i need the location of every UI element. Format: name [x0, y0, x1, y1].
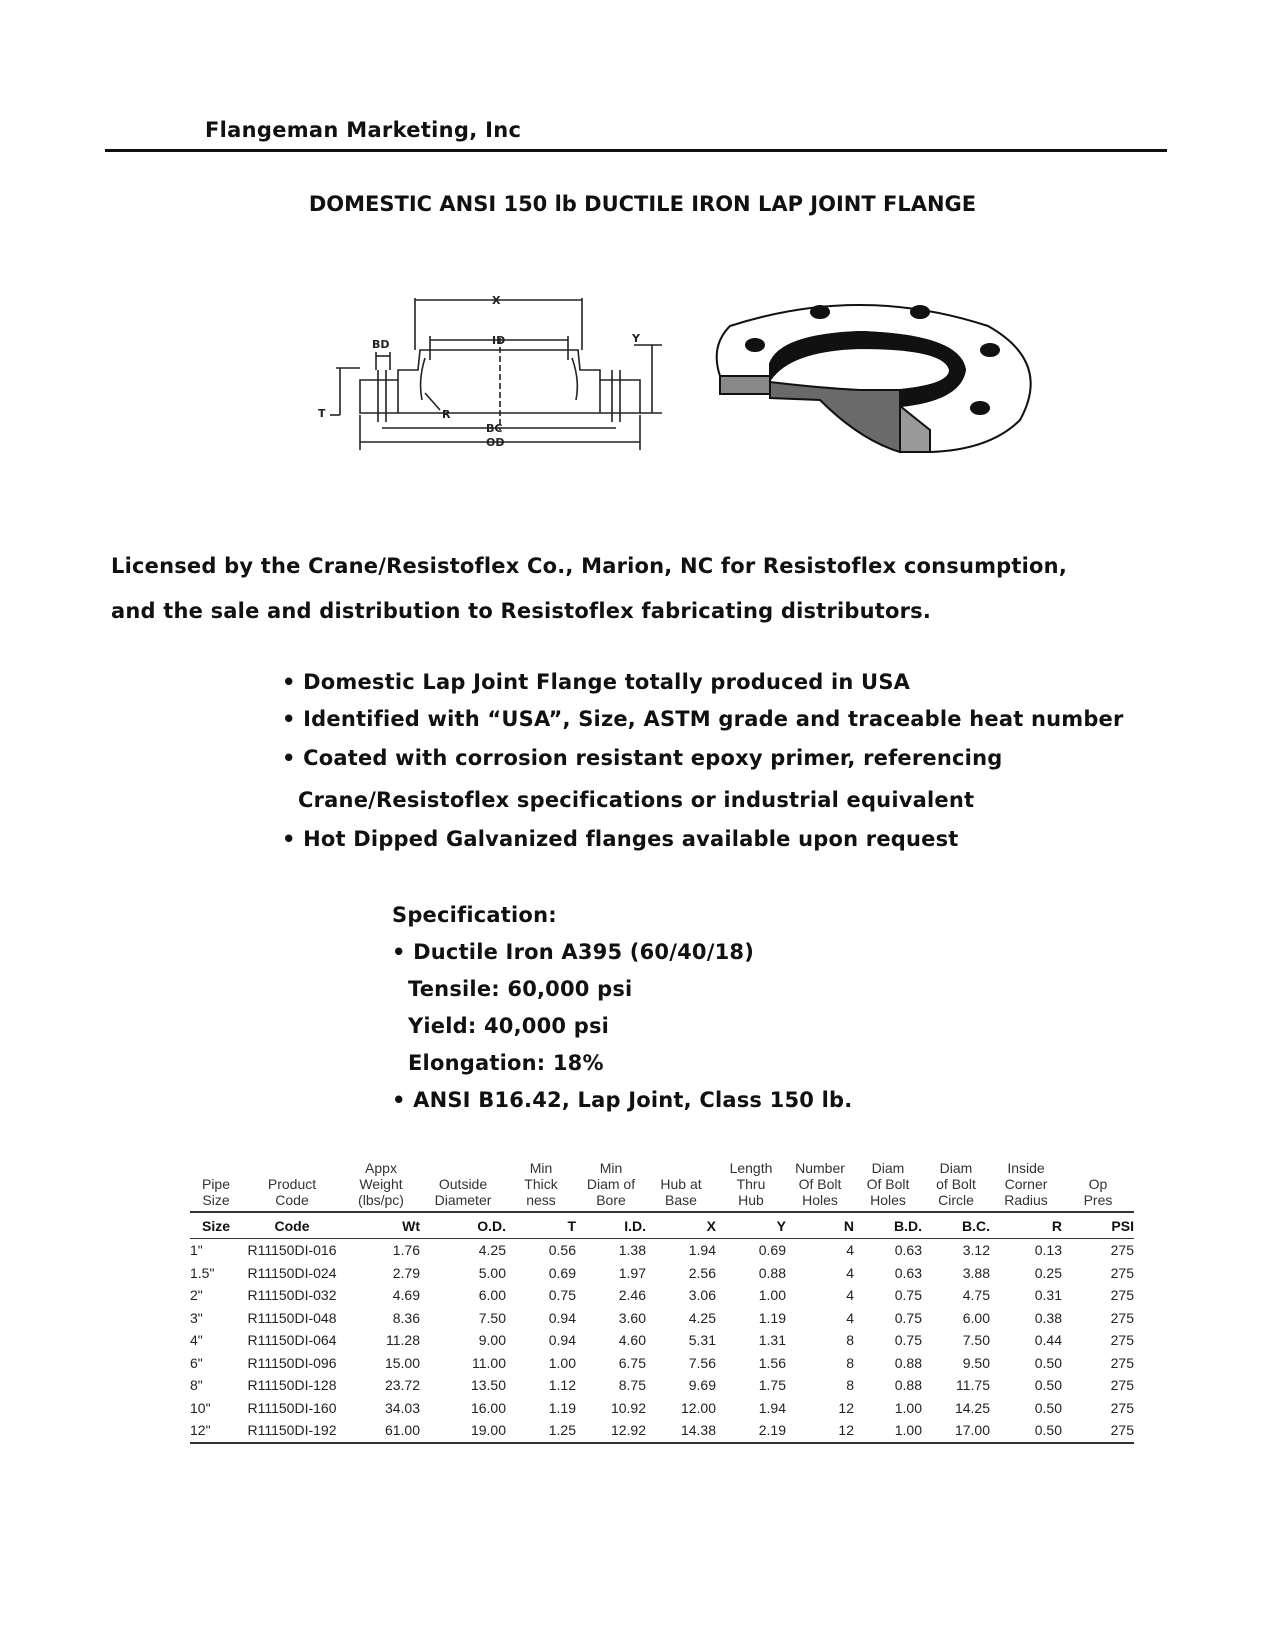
- table-cell: 275: [1110, 1309, 1134, 1326]
- table-cell: 0.63: [894, 1242, 922, 1259]
- table-cell: 0.50: [990, 1419, 1062, 1443]
- column-description-line: Thick: [524, 1176, 558, 1192]
- column-description-line: Bore: [596, 1192, 626, 1208]
- table-cell: 9.69: [688, 1377, 716, 1394]
- spec-yield: Yield: 40,000 psi: [408, 1014, 610, 1038]
- column-description: [342, 1160, 420, 1212]
- table-cell: 16.00: [470, 1399, 506, 1416]
- column-header: B.D.: [854, 1212, 922, 1239]
- column-description: [786, 1160, 854, 1212]
- table-cell: 6.75: [618, 1354, 646, 1371]
- column-description-line: Min: [529, 1160, 553, 1176]
- table-cell: 4": [190, 1332, 203, 1349]
- table-cell: 10": [190, 1399, 211, 1416]
- table-row: [190, 1307, 1134, 1330]
- table-cell: 2.46: [618, 1287, 646, 1304]
- table-description-header: [190, 1160, 1134, 1212]
- table-cell: 11.00: [472, 1354, 506, 1371]
- table-cell: 1.76: [392, 1242, 420, 1259]
- license-line-2: and the sale and distribution to Resistoflex fabricating distributors.: [111, 599, 932, 623]
- table-cell: 1.25: [506, 1419, 576, 1443]
- table-cell: R11150DI-128: [247, 1377, 337, 1394]
- abbreviation-row: [190, 1212, 1134, 1239]
- column-description-line: Diam: [939, 1160, 973, 1176]
- table-cell: 1.19: [758, 1309, 786, 1326]
- table-cell: 1.12: [548, 1377, 576, 1394]
- column-description: [646, 1160, 716, 1212]
- label-bc: BC: [486, 422, 503, 435]
- table-cell: 12.00: [680, 1399, 716, 1416]
- table-cell: R11150DI-096: [247, 1354, 337, 1371]
- license-line-1: Licensed by the Crane/Resistoflex Co., Marion, NC for Resistoflex consumption,: [111, 554, 1068, 578]
- table-cell: 4.25: [688, 1309, 716, 1326]
- table-cell: 0.50: [1034, 1354, 1062, 1371]
- table-cell: 4: [846, 1287, 854, 1304]
- column-description: [576, 1160, 646, 1212]
- dimensions-table: [190, 1160, 1134, 1444]
- label-x: X: [492, 294, 501, 307]
- table-cell: 1.75: [758, 1377, 786, 1394]
- table-cell: 8.36: [392, 1309, 420, 1326]
- column-description-line: Of Bolt: [866, 1176, 910, 1192]
- table-cell: R11150DI-016: [247, 1242, 337, 1259]
- table-cell: 6": [190, 1354, 203, 1371]
- feature-item: • Domestic Lap Joint Flange totally produced in USA: [282, 670, 911, 694]
- table-cell: 19.00: [420, 1419, 506, 1443]
- table-cell: 1.19: [548, 1399, 576, 1416]
- column-description-line: Number: [795, 1160, 845, 1176]
- table-cell: 1.38: [618, 1242, 646, 1259]
- feature-item: • Coated with corrosion resistant epoxy primer, referencing: [282, 746, 1003, 770]
- table-row: [190, 1239, 1134, 1262]
- column-description-line: Inside: [1007, 1160, 1045, 1176]
- table-cell: 1.94: [758, 1399, 786, 1416]
- table-cell: 275: [1110, 1399, 1134, 1416]
- table-cell: 7.50: [962, 1332, 990, 1349]
- table-cell: 1": [190, 1242, 203, 1259]
- table-cell: 9.50: [962, 1354, 990, 1371]
- table-cell: 1.5": [190, 1264, 215, 1281]
- table-cell: 1.00: [854, 1419, 922, 1443]
- column-description: [990, 1160, 1062, 1212]
- column-header: Y: [716, 1212, 786, 1239]
- label-bd: BD: [372, 338, 390, 351]
- table-cell: 8.75: [618, 1377, 646, 1394]
- table-cell: R11150DI-160: [247, 1399, 337, 1416]
- table-cell: 3": [190, 1309, 203, 1326]
- table-cell: 0.88: [894, 1354, 922, 1371]
- description-row: [190, 1160, 1134, 1212]
- feature-item: • Hot Dipped Galvanized flanges available upon request: [282, 827, 959, 851]
- column-header: Code: [242, 1212, 342, 1239]
- table-cell: 4.60: [618, 1332, 646, 1349]
- table-cell: 34.03: [384, 1399, 420, 1416]
- table-cell: 9.00: [478, 1332, 506, 1349]
- table-cell: 0.75: [894, 1309, 922, 1326]
- table-cell: 1.97: [618, 1264, 646, 1281]
- table-cell: 3.60: [618, 1309, 646, 1326]
- column-header: B.C.: [922, 1212, 990, 1239]
- column-header: X: [646, 1212, 716, 1239]
- license-text: [111, 544, 1067, 634]
- column-description-line: Corner: [1004, 1176, 1048, 1192]
- table-cell: 275: [1110, 1332, 1134, 1349]
- column-description-line: Op: [1088, 1176, 1108, 1192]
- table-cell: 14.38: [646, 1419, 716, 1443]
- spec-material: • Ductile Iron A395 (60/40/18): [392, 940, 755, 964]
- table-cell: 6.00: [478, 1287, 506, 1304]
- table-row: [190, 1374, 1134, 1397]
- table-cell: 1.00: [758, 1287, 786, 1304]
- table-cell: 3.88: [962, 1264, 990, 1281]
- table-cell: 0.88: [758, 1264, 786, 1281]
- column-description-line: Of Bolt: [798, 1176, 842, 1192]
- table-row: [190, 1284, 1134, 1307]
- column-description-line: Holes: [802, 1192, 838, 1208]
- flange-drawing: [300, 290, 1060, 480]
- table-row: [190, 1419, 1134, 1443]
- column-header: PSI: [1062, 1212, 1134, 1239]
- column-description: [420, 1160, 506, 1212]
- table-cell: 0.75: [894, 1332, 922, 1349]
- table-cell: 12": [190, 1419, 242, 1443]
- table-cell: 1.31: [758, 1332, 786, 1349]
- column-header: Size: [190, 1212, 242, 1239]
- table-cell: 2.79: [392, 1264, 420, 1281]
- column-description-line: Diam: [871, 1160, 905, 1176]
- table-cell: 7.56: [688, 1354, 716, 1371]
- column-description-line: Pres: [1083, 1192, 1113, 1208]
- column-description-line: Hub: [738, 1192, 764, 1208]
- column-description-line: Min: [599, 1160, 623, 1176]
- column-description: [1062, 1160, 1134, 1212]
- column-description-line: Holes: [870, 1192, 906, 1208]
- table-cell: 275: [1062, 1419, 1134, 1443]
- column-description: [506, 1160, 576, 1212]
- table-cell: 15.00: [384, 1354, 420, 1371]
- table-cell: 275: [1110, 1377, 1134, 1394]
- table-cell: 8: [846, 1354, 854, 1371]
- table-cell: 275: [1110, 1264, 1134, 1281]
- table-body: [190, 1239, 1134, 1443]
- table-row: [190, 1262, 1134, 1285]
- column-header: T: [506, 1212, 576, 1239]
- table-cell: R11150DI-032: [247, 1287, 337, 1304]
- column-description-line: ness: [526, 1192, 556, 1208]
- column-description-line: (lbs/pc): [358, 1192, 404, 1208]
- company-name: Flangeman Marketing, Inc: [205, 118, 522, 142]
- table-cell: 8: [846, 1332, 854, 1349]
- column-header: R: [990, 1212, 1062, 1239]
- table-cell: 11.28: [386, 1332, 420, 1349]
- table-cell: R11150DI-064: [247, 1332, 337, 1349]
- column-description-line: Pipe: [201, 1176, 231, 1192]
- table-cell: 0.75: [548, 1287, 576, 1304]
- table-cell: 0.94: [548, 1309, 576, 1326]
- table-cell: 13.50: [470, 1377, 506, 1394]
- table-cell: 0.25: [1034, 1264, 1062, 1281]
- column-description-line: Radius: [1004, 1192, 1048, 1208]
- table-row: [190, 1329, 1134, 1352]
- table-cell: 275: [1110, 1287, 1134, 1304]
- column-description: [854, 1160, 922, 1212]
- table-cell: 0.69: [548, 1264, 576, 1281]
- table-cell: 4: [846, 1309, 854, 1326]
- table-cell: 17.00: [922, 1419, 990, 1443]
- spec-elongation: Elongation: 18%: [408, 1051, 604, 1075]
- column-description-line: Outside: [438, 1176, 488, 1192]
- table-cell: 0.38: [1034, 1309, 1062, 1326]
- table-cell: 0.56: [548, 1242, 576, 1259]
- table-cell: 0.31: [1034, 1287, 1062, 1304]
- column-description-line: Appx: [365, 1160, 397, 1176]
- table-cell: 0.63: [894, 1264, 922, 1281]
- table-cell: 4.75: [962, 1287, 990, 1304]
- column-description: [242, 1160, 342, 1212]
- table-cell: 0.50: [1034, 1377, 1062, 1394]
- spec-standard: • ANSI B16.42, Lap Joint, Class 150 lb.: [392, 1088, 853, 1112]
- table-cell: 8: [846, 1377, 854, 1394]
- table-cell: 3.12: [962, 1242, 990, 1259]
- table-cell: 1.94: [688, 1242, 716, 1259]
- table-cell: R11150DI-048: [247, 1309, 337, 1326]
- label-r: R: [442, 408, 451, 421]
- column-description-line: Product: [267, 1176, 317, 1192]
- column-header: O.D.: [420, 1212, 506, 1239]
- column-header: Wt: [342, 1212, 420, 1239]
- table-cell: 1.00: [894, 1399, 922, 1416]
- column-description-line: Hub at: [660, 1176, 702, 1192]
- table-cell: 4.69: [392, 1287, 420, 1304]
- table-cell: 0.50: [1034, 1399, 1062, 1416]
- header-rule: [105, 149, 1167, 152]
- column-description-line: Size: [202, 1192, 230, 1208]
- table-cell: 1.56: [758, 1354, 786, 1371]
- column-header: N: [786, 1212, 854, 1239]
- table-cell: 11.75: [956, 1377, 990, 1394]
- table-cell: 4: [846, 1264, 854, 1281]
- column-description-line: Diameter: [434, 1192, 492, 1208]
- feature-item: • Identified with “USA”, Size, ASTM grade and traceable heat number: [282, 707, 1124, 731]
- table-cell: 12: [786, 1419, 854, 1443]
- column-description-line: of Bolt: [936, 1176, 976, 1192]
- spec-tensile: Tensile: 60,000 psi: [408, 977, 633, 1001]
- label-od: OD: [486, 436, 505, 449]
- label-id: ID: [492, 334, 506, 347]
- label-y: Y: [632, 332, 640, 345]
- table-cell: 2.19: [716, 1419, 786, 1443]
- column-description-line: Code: [275, 1192, 309, 1208]
- table-cell: R11150DI-024: [247, 1264, 337, 1281]
- column-header: I.D.: [576, 1212, 646, 1239]
- table-cell: 12.92: [576, 1419, 646, 1443]
- table-cell: 2": [190, 1287, 203, 1304]
- table-cell: 5.00: [478, 1264, 506, 1281]
- table-cell: 8": [190, 1377, 203, 1394]
- feature-item-continuation: Crane/Resistoflex specifications or industrial equivalent: [298, 788, 975, 812]
- column-description: [716, 1160, 786, 1212]
- table-cell: 14.25: [954, 1399, 990, 1416]
- table-cell: 0.69: [758, 1242, 786, 1259]
- specification-heading: Specification:: [392, 903, 557, 927]
- column-description-line: Circle: [938, 1192, 974, 1208]
- table-cell: 12: [838, 1399, 854, 1416]
- table-cell: 61.00: [342, 1419, 420, 1443]
- table-cell: 5.31: [688, 1332, 716, 1349]
- column-description: [922, 1160, 990, 1212]
- table-row: [190, 1397, 1134, 1420]
- table-cell: 7.50: [478, 1309, 506, 1326]
- column-description-line: Weight: [359, 1176, 403, 1192]
- table-cell: 0.94: [548, 1332, 576, 1349]
- table-cell: 23.72: [384, 1377, 420, 1394]
- table-cell: 275: [1110, 1354, 1134, 1371]
- table-cell: 0.13: [1034, 1242, 1062, 1259]
- label-t: T: [318, 407, 326, 420]
- column-description-line: Thru: [736, 1176, 766, 1192]
- table-cell: 0.75: [894, 1287, 922, 1304]
- table-cell: 1.00: [548, 1354, 576, 1371]
- column-description: [190, 1160, 242, 1212]
- table-cell: 3.06: [688, 1287, 716, 1304]
- table-row: [190, 1352, 1134, 1375]
- table-cell: 2.56: [688, 1264, 716, 1281]
- page-title: DOMESTIC ANSI 150 lb DUCTILE IRON LAP JOINT FLANGE: [308, 192, 977, 216]
- flange-3d-illustration: [717, 305, 1031, 452]
- table-cell: 6.00: [962, 1309, 990, 1326]
- table-cell: 0.88: [894, 1377, 922, 1394]
- table-cell: 0.44: [1034, 1332, 1062, 1349]
- table-cell: 275: [1110, 1242, 1134, 1259]
- column-description-line: Length: [729, 1160, 773, 1176]
- column-description-line: Base: [665, 1192, 697, 1208]
- column-description-line: Diam of: [586, 1176, 636, 1192]
- table-cell: R11150DI-192: [242, 1419, 342, 1443]
- table-cell: 4: [846, 1242, 854, 1259]
- table-cell: 10.92: [610, 1399, 646, 1416]
- table-cell: 4.25: [478, 1242, 506, 1259]
